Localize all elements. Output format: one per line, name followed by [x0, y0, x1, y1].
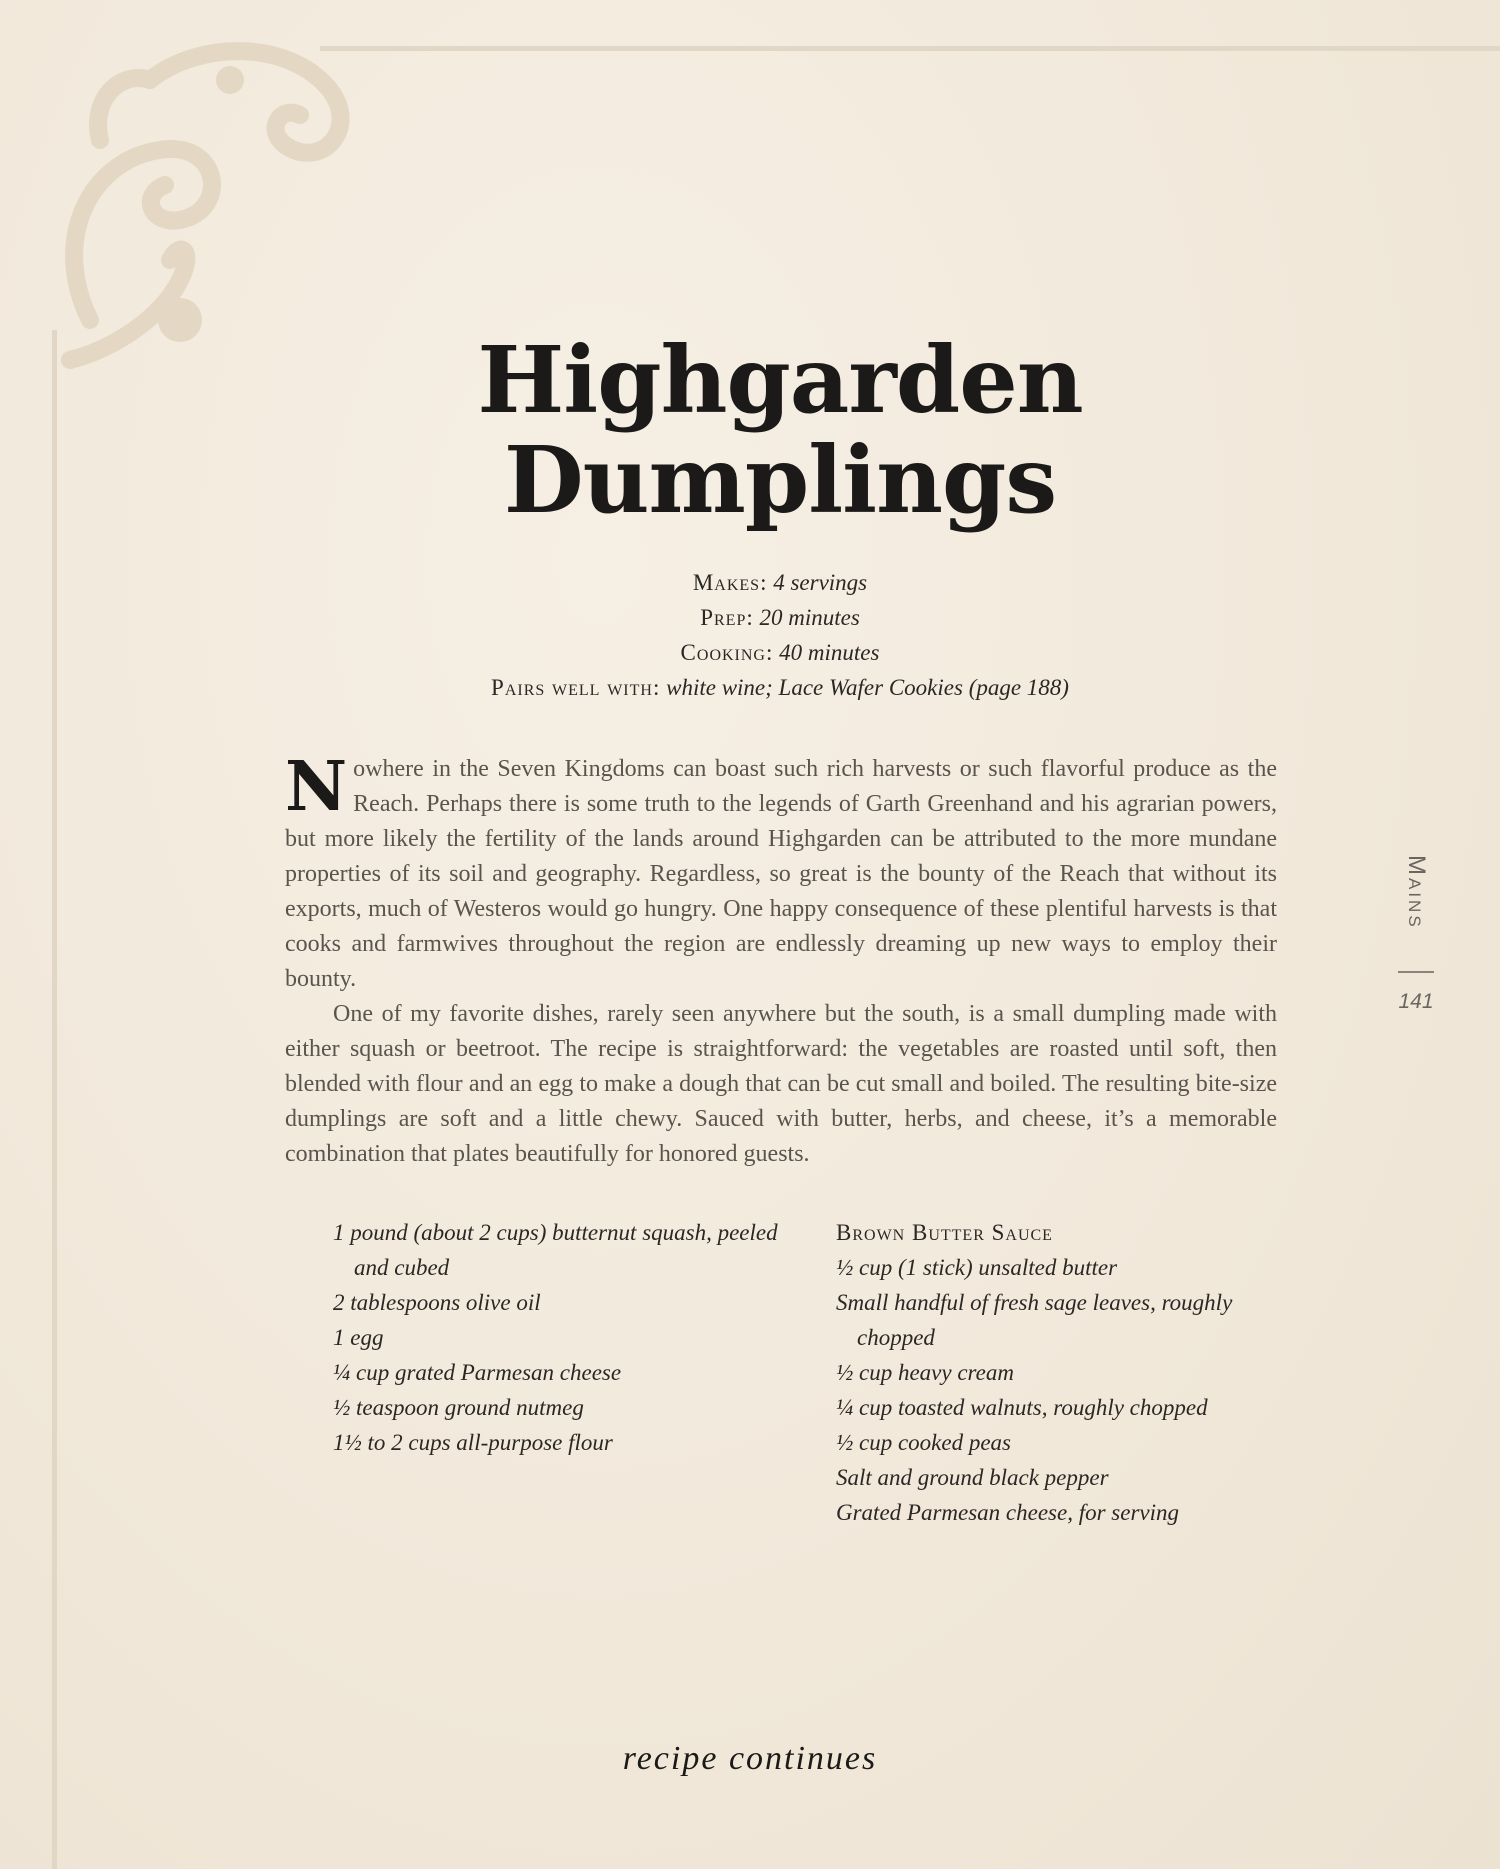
ingredient-item: ¼ cup grated Parmesan cheese — [333, 1360, 622, 1385]
meta-pairs: Pairs well with: white wine; Lace Wafer Cookies (page 188) — [491, 675, 1069, 700]
ingredient-item: 1 egg — [333, 1325, 384, 1350]
ingredient-item: ½ teaspoon ground nutmeg — [333, 1395, 584, 1420]
ingredient-item: 1½ to 2 cups all-purpose flour — [333, 1430, 613, 1455]
section-label: Mains — [1403, 855, 1430, 930]
title-line-2: Dumplings — [503, 426, 1057, 534]
ingredient-item: ½ cup heavy cream — [836, 1360, 1014, 1385]
meta-prep: Prep: 20 minutes — [700, 605, 860, 630]
title-line-1: Highgarden — [477, 326, 1083, 434]
ingredient-item: Grated Parmesan cheese, for serving — [836, 1500, 1180, 1525]
corner-flourish-ornament — [30, 20, 390, 380]
ingredients-list-dumplings — [333, 1215, 803, 1460]
ingredient-item: Salt and ground black pepper — [836, 1465, 1109, 1490]
recipe-continues-note: recipe continues — [622, 1740, 878, 1777]
border-left — [52, 330, 57, 1869]
ingredient-item: ½ cup cooked peas — [836, 1430, 1011, 1455]
ingredient-item: ½ cup (1 stick) unsalted butter — [836, 1255, 1118, 1280]
recipe-title — [420, 326, 1140, 534]
intro-paragraph-1: Nowhere in the Seven Kingdoms can boast such rich harvests or such flavorful produce as the Reach. Perhaps there is some truth to the legends of Garth Greenhand and his agrarian powers, but more likely the fertility of the lands around Highgarden can be attributed to the more mundane properties of its soil and geography. Regardless, so great is the bounty of the Reach that without its exports, much of Westeros would go hungry. One happy consequence of these plentiful harvests is that cooks and farmwives throughout the region are endlessly dreaming up new ways to employ their bounty. — [285, 747, 1277, 992]
recipe-meta — [330, 565, 1230, 705]
sauce-heading: Brown Butter Sauce — [836, 1220, 1053, 1245]
section-divider — [1398, 971, 1434, 973]
ingredient-item: ¼ cup toasted walnuts, roughly chopped — [836, 1395, 1208, 1420]
intro-paragraph-2: One of my favorite dishes, rarely seen anywhere but the south, is a small dumpling made with either squash or beetroot. The recipe is straightforward: the vegetables are roasted until soft, then blended with flour and an egg to make a dough that can be cut small and boiled. The resulting bite-size dumplings are soft and a little chewy. Sauced with butter, herbs, and cheese, it’s a memorable combination that plates beautifully for honored guests. — [285, 1001, 1277, 1167]
page-number: 141 — [1398, 990, 1434, 1013]
meta-makes: Makes: 4 servings — [692, 570, 868, 595]
ingredients-list-sauce — [836, 1215, 1306, 1530]
ingredient-item: 2 tablespoons olive oil — [333, 1290, 541, 1315]
ingredient-item: 1 pound (about 2 cups) butternut squash, peeled and cubed — [333, 1220, 778, 1280]
drop-cap: N — [285, 747, 348, 827]
meta-cooking: Cooking: 40 minutes — [680, 640, 880, 665]
border-top — [320, 46, 1500, 51]
ingredient-item: Small handful of fresh sage leaves, roughly chopped — [836, 1290, 1233, 1350]
intro-text — [285, 747, 1277, 1172]
